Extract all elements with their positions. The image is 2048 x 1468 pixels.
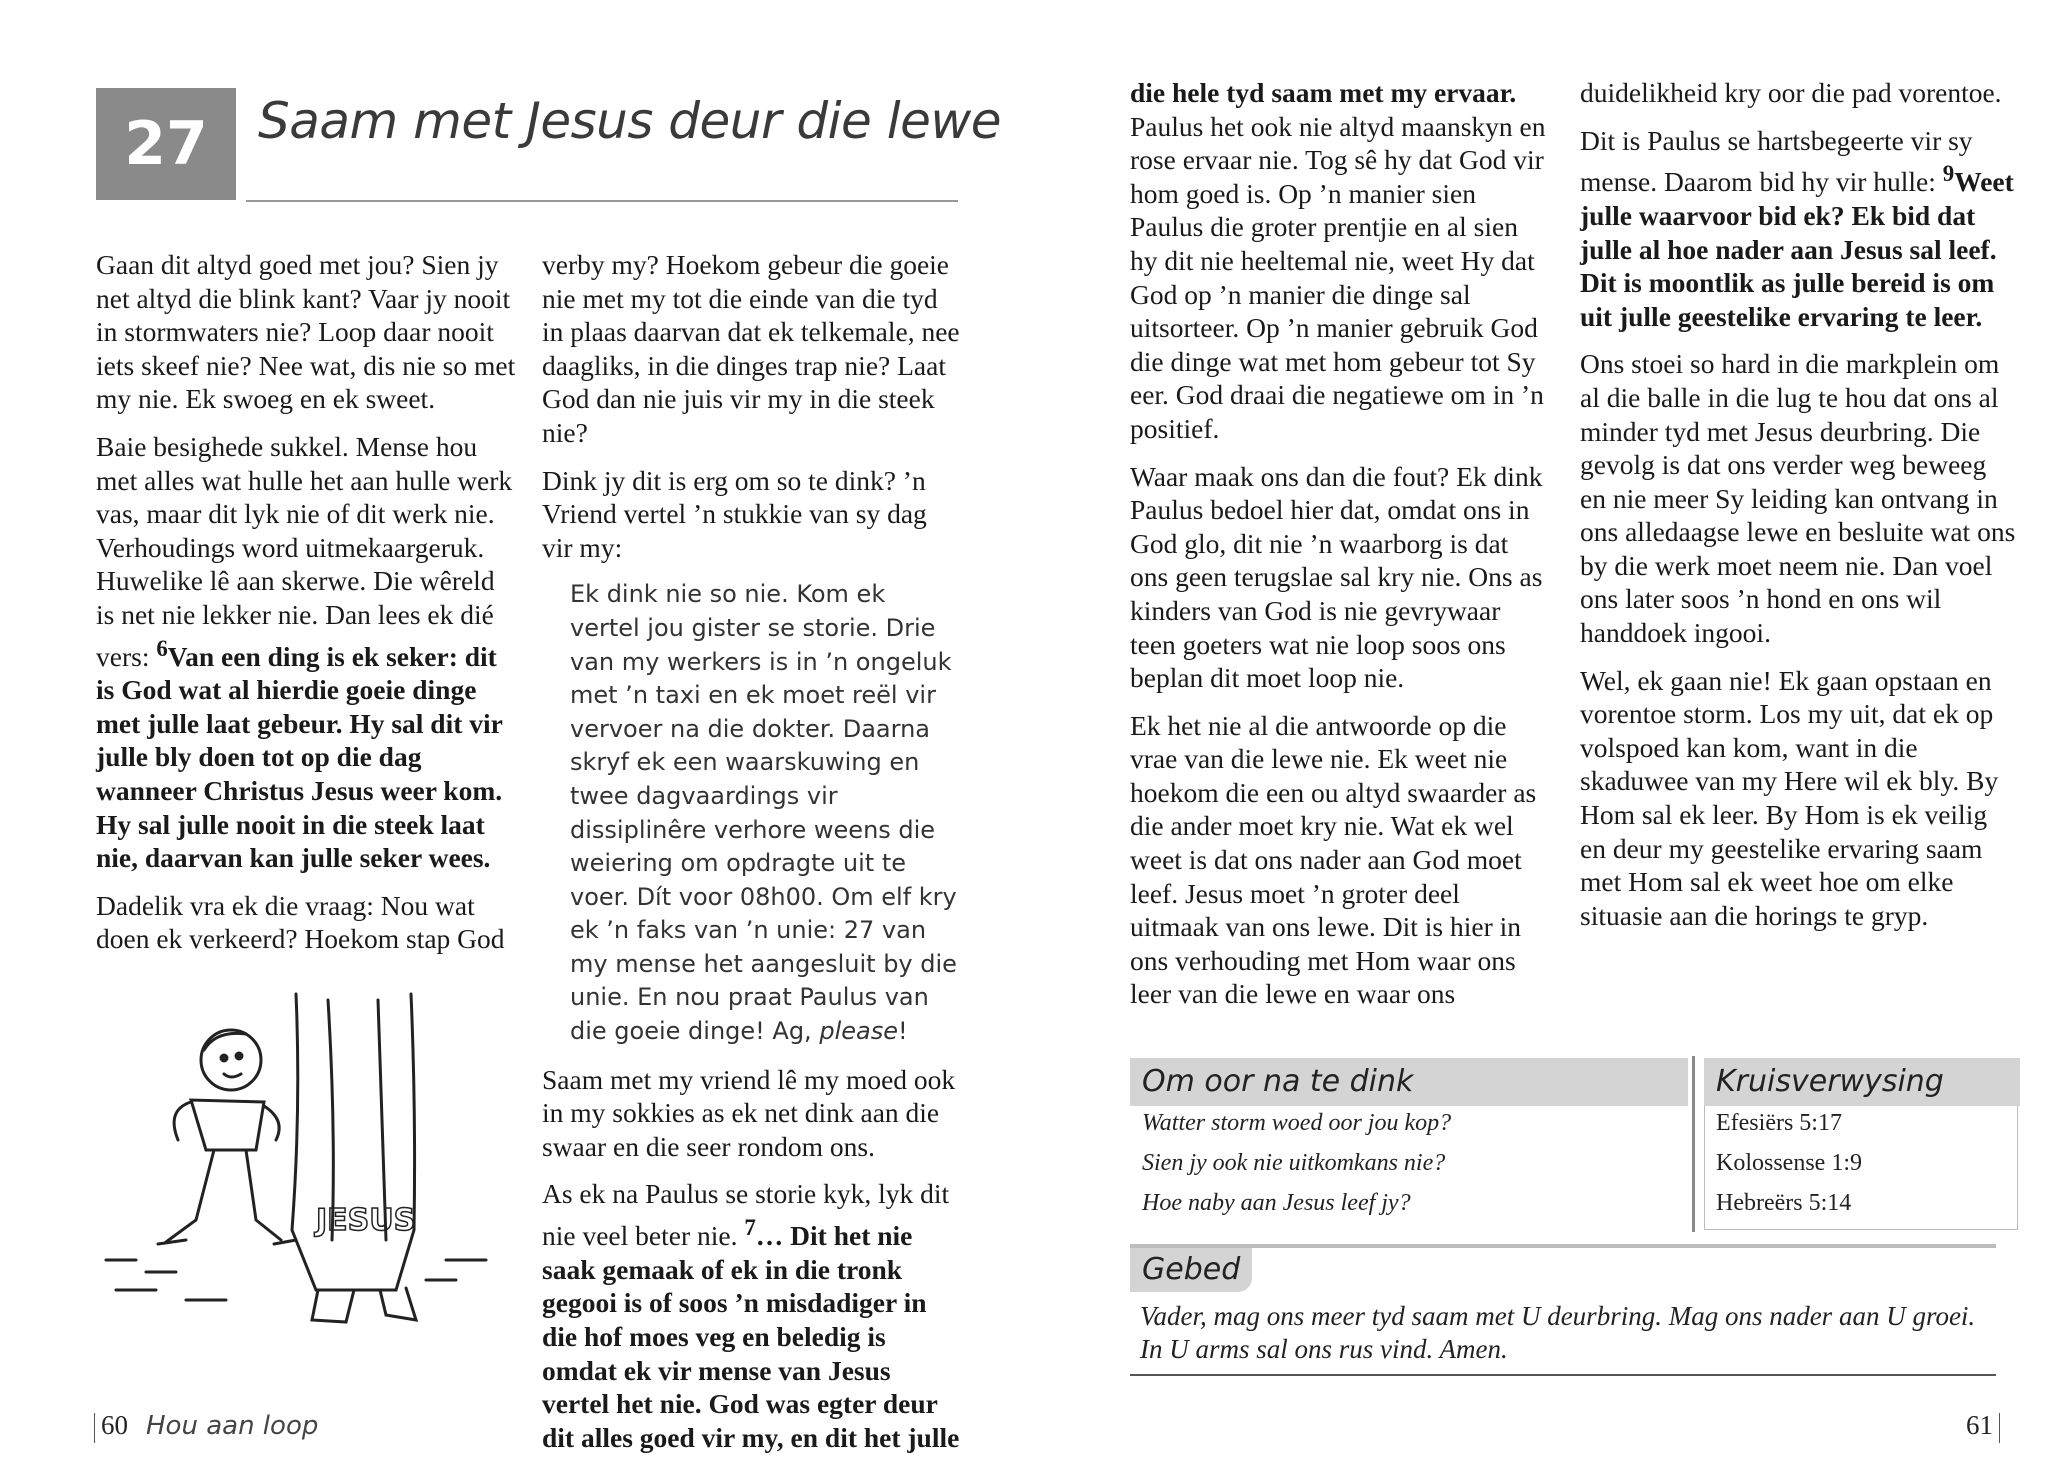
- chapter-title: Saam met Jesus deur die lewe: [258, 92, 1002, 150]
- story-italic: please: [819, 1017, 898, 1046]
- prayer-title: Gebed: [1130, 1248, 1252, 1292]
- verse-quote: Weet julle waarvoor bid ek? Ek bid dat julle al hoe nader aan Jesus sal leef. Dit is moontlik as julle bereid is om uit julle geestelike ervaring te leer.: [1580, 166, 2014, 332]
- cross-ref-item: Hebreërs 5:14: [1716, 1190, 1852, 1216]
- reflect-question: Hoe naby aan Jesus leef jy?: [1142, 1190, 1411, 1216]
- left-column-2: [542, 248, 962, 1468]
- paragraph: Ons stoei so hard in die markplein om al die balle in die lug te hou dat ons al minder tyd met Jesus deurbring. Die gevolg is dat ons verder weg beweeg en nie meer Sy leiding kan ontvang in ons alledaagse lewe en besluite wat ons by die werk moet neem nie. Dan voel ons later soos ’n hond en ons wil handdoek ingooi.: [1580, 348, 2016, 649]
- verse-quote: Van een ding is ek seker: dit is God wat al hierdie goeie dinge met julle laat gebeur. Hy sal dit vir julle bly doen tot op die dag wanneer Christus Jesus weer kom. Hy sal julle nooit in die steek laat nie, daarvan kan julle seker wees.: [96, 640, 503, 874]
- verse-number: 6: [156, 635, 168, 661]
- reflect-question: Watter storm woed oor jou kop?: [1142, 1110, 1452, 1136]
- reflect-question: Sien jy ook nie uitkomkans nie?: [1142, 1150, 1446, 1176]
- paragraph: [96, 430, 516, 875]
- story-end: !: [897, 1017, 908, 1046]
- box-divider: [1692, 1056, 1695, 1232]
- paragraph-text: Dit is Paulus se hartsbegeerte vir sy mense. Daarom bid hy vir hulle:: [1580, 124, 1973, 198]
- paragraph: Saam met my vriend lê my moed ook in my sokkies as ek net dink aan die swaar en die seer rondom ons.: [542, 1063, 956, 1162]
- paragraph: duidelikheid kry oor die pad vorentoe.: [1580, 77, 2002, 108]
- right-column-2: [1580, 76, 2016, 946]
- verse-quote: … Dit het nie saak gemaak of ek in die tronk gegooi is of soos ’n misdadiger in die hof moes veg en beledig is omdat ek vir mense van Jesus vertel het nie. God was egter deur dit alles goed vir my, en dit het julle: [542, 1220, 960, 1453]
- right-page: [1024, 0, 2048, 1454]
- paragraph: verby my? Hoekom gebeur die goeie nie met my tot die einde van die tyd in plaas daarvan dat ek telkemale, nee daagliks, in die dinges trap nie? Laat God dan nie juis vir my in die steek nie?: [542, 249, 960, 448]
- friend-story: [570, 578, 962, 1048]
- left-footer: [94, 1410, 318, 1443]
- illustration: [96, 990, 496, 1330]
- paragraph: [1130, 76, 1550, 446]
- section-name: Hou aan loop: [146, 1411, 319, 1441]
- cross-ref-item: Kolossense 1:9: [1716, 1150, 1862, 1176]
- cross-ref-box-title: Kruisverwysing: [1704, 1058, 2020, 1106]
- footer-bar: [1999, 1413, 2000, 1443]
- paragraph: [1580, 124, 2016, 334]
- prayer-text: Vader, mag ons meer tyd saam met U deurbring. Mag ons nader aan U groei. In U arms sal ons rus vind. Amen.: [1140, 1301, 1976, 1364]
- paragraph: Ek het nie al die antwoorde op die vrae van die lewe nie. Ek weet nie hoekom die een ou altyd swaarder as die ander moet kry nie. Wat ek wel weet is dat ons nader aan God moet leef. Jesus moet ’n groter deel uitmaak van ons lewe. Dit is hier in ons verhouding met Hom waar ons leer van die lewe en waar ons: [1130, 709, 1537, 1010]
- right-column-1: [1130, 76, 1550, 1025]
- cross-ref-item: Efesiërs 5:17: [1716, 1110, 1842, 1136]
- prayer-top-bar: [1130, 1244, 1996, 1248]
- prayer-bottom-rule: [1130, 1374, 1996, 1376]
- verse-number: 9: [1942, 161, 1955, 187]
- paragraph: Waar maak ons dan die fout? Ek dink Paulus bedoel hier dat, omdat ons in God glo, dit nie ’n waarborg is dat ons geen terugslae sal kry nie. Ons as kinders van God is nie gevrywaar teen goeters wat nie loop soos ons beplan dit moet loop nie.: [1130, 460, 1543, 694]
- left-column-1: [96, 248, 516, 970]
- left-page: [0, 0, 1024, 1454]
- boy-head: [201, 1030, 261, 1090]
- verse-number: 7: [744, 1215, 756, 1241]
- paragraph: Dink jy dit is erg om so te dink? ’n Vriend vertel ’n stukkie van sy dag vir my:: [542, 464, 927, 563]
- paragraph: Wel, ek gaan nie! Ek gaan opstaan en vorentoe storm. Los my uit, dat ek op volspoed kan kom, want in die skaduwee van my Here wil ek bly. By Hom sal ek leer. By Hom is ek veilig en deur my geestelike ervaring saam met Hom sal ek weet hoe om elke situasie aan die horings te gryp.: [1580, 664, 1999, 931]
- paragraph-text: Paulus het ook nie altyd maanskyn en rose ervaar nie. Tog sê hy dat God vir hom goed is. Op ’n manier sien Paulus die groter prentjie en al sien hy dit nie heeltemal nie, weet Hy dat God op ’n manier die dinge sal uitsorteer. Op ’n manier gebruik God die dinge wat met hom gebeur tot Sy eer. God draai die negatiewe om in ’n positief.: [1130, 110, 1546, 444]
- reflect-box-title: Om oor na te dink: [1130, 1058, 1688, 1106]
- paragraph: [542, 1177, 962, 1454]
- jesus-label: JESUS: [316, 1203, 416, 1238]
- page-number: 61: [1966, 1410, 1993, 1440]
- page-number: 60: [101, 1410, 128, 1440]
- right-footer: [1966, 1410, 2000, 1443]
- chapter-number: 27: [96, 88, 236, 200]
- footer-bar: [94, 1413, 95, 1443]
- paragraph: Dadelik vra ek die vraag: Nou wat doen ek verkeerd? Hoekom stap God: [96, 889, 505, 955]
- paragraph-text: As ek na Paulus se storie kyk, lyk dit nie veel beter nie.: [542, 1178, 950, 1252]
- title-rule: [246, 200, 958, 202]
- story-text: Ek dink nie so nie. Kom ek vertel jou gister se storie. Drie van my werkers is in ’n ongeluk met ’n taxi en ek moet reël vir vervoer na die dokter. Daarna skryf ek een waarskuwing en twee dagvaardings vir dissiplinêre verhore weens die weiering om opdragte uit te voer. Dít voor 08h00. Om elf kry ek ’n faks van ’n unie: 27 van my mense het aangesluit by die unie. En nou praat Paulus van die goeie dinge! Ag,: [570, 580, 957, 1046]
- paragraph: Gaan dit altyd goed met jou? Sien jy net altyd die blink kant? Vaar jy nooit in stormwaters nie? Loop daar nooit iets skeef nie? Nee wat, dis nie so met my nie. Ek swoeg en ek sweet.: [96, 249, 516, 415]
- verse-quote: die hele tyd saam met my ervaar.: [1130, 77, 1517, 108]
- paragraph-text: Baie besighede sukkel. Mense hou met alles wat hulle het aan hulle werk vas, maar dit lyk nie of dit werk nie. Verhoudings word uitmekaargeruk. Huwelike lê aan skerwe. Die wêreld is net nie lekker nie. Dan lees ek dié vers:: [96, 430, 513, 672]
